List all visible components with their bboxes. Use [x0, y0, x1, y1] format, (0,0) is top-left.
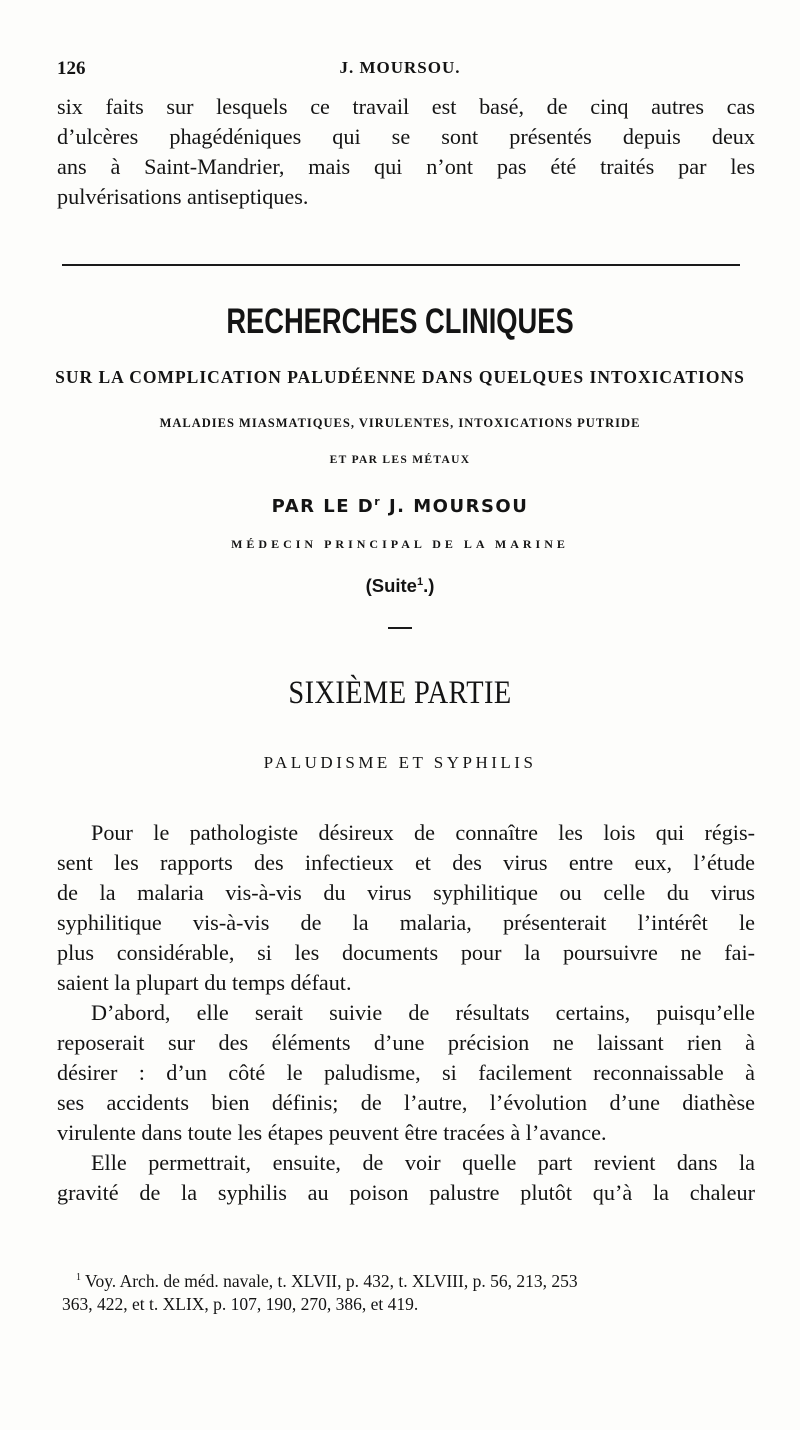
- continuation-note: [0, 575, 800, 597]
- suite-end: .): [423, 575, 435, 596]
- byline-name: J. MOURSOU: [381, 496, 529, 517]
- section-rule: [62, 264, 740, 266]
- short-divider: [388, 627, 412, 629]
- footnote-line: 363, 422, et t. XLIX, p. 107, 190, 270, 386, et 419.: [62, 1294, 419, 1314]
- footnote: [62, 1265, 766, 1317]
- footnote-marker: 1: [76, 1272, 81, 1283]
- running-head: [57, 58, 743, 84]
- text-line: d’ulcères phagédéniques qui se sont présentés depuis deux: [57, 124, 755, 149]
- text-line: Pour le pathologiste désireux de connaître les lois qui régis-: [91, 820, 755, 845]
- author-byline: [0, 495, 800, 517]
- running-title: J. MOURSOU.: [339, 58, 461, 77]
- article-subtitle-secondary: MALADIES MIASMATIQUES, VIRULENTES, INTOXICATIONS PUTRIDE: [159, 416, 641, 430]
- text-line: D’abord, elle serait suivie de résultats certains, puisqu’elle: [91, 1000, 755, 1025]
- text-line: six faits sur lesquels ce travail est basé, de cinq autres cas: [57, 94, 755, 119]
- part-subtitle: PALUDISME ET SYPHILIS: [263, 753, 537, 772]
- text-line: saient la plupart du temps défaut.: [57, 970, 352, 995]
- byline-superscript: r: [374, 495, 382, 508]
- page-number: 126: [57, 58, 86, 79]
- footnote-text: Voy. Arch. de méd. navale, t. XLVII, p. 432, t. XLVIII, p. 56, 213, 253: [81, 1270, 578, 1291]
- article-title: RECHERCHES CLINIQUES: [226, 302, 574, 341]
- body-text: [57, 818, 755, 1208]
- article-subtitle: SUR LA COMPLICATION PALUDÉENNE DANS QUELQUES INTOXICATIONS: [55, 367, 745, 387]
- text-line: gravité de la syphilis au poison palustre plutôt qu’à la chaleur: [57, 1180, 755, 1205]
- article-subtitle-tertiary: ET PAR LES MÉTAUX: [329, 454, 471, 466]
- footnote-line: [76, 1265, 766, 1291]
- text-line: de la malaria vis-à-vis du virus syphilitique ou celle du virus: [57, 880, 755, 905]
- text-line: reposerait sur des éléments d’une précision ne laissant rien à: [57, 1030, 755, 1055]
- suite-label: (Suite: [365, 575, 417, 596]
- footnote-reference: 1: [416, 575, 424, 588]
- byline-prefix: PAR LE D: [271, 496, 375, 517]
- intro-paragraph: [57, 92, 755, 212]
- text-line: virulente dans toute les étapes peuvent être tracées à l’avance.: [57, 1120, 607, 1145]
- part-title: SIXIÈME PARTIE: [288, 675, 512, 711]
- text-line: ans à Saint-Mandrier, mais qui n’ont pas été traités par les: [57, 154, 755, 179]
- text-line: Elle permettrait, ensuite, de voir quelle part revient dans la: [91, 1150, 755, 1175]
- text-line: désirer : d’un côté le paludisme, si facilement reconnaissable à: [57, 1060, 755, 1085]
- author-role: MÉDECIN PRINCIPAL DE LA MARINE: [231, 537, 569, 551]
- text-line: ses accidents bien définis; de l’autre, l’évolution d’une diathèse: [57, 1090, 755, 1115]
- text-line: syphilitique vis-à-vis de la malaria, présenterait l’intérêt le: [57, 910, 755, 935]
- text-line: plus considérable, si les documents pour la poursuivre ne fai-: [57, 940, 755, 965]
- text-line: sent les rapports des infectieux et des virus entre eux, l’étude: [57, 850, 755, 875]
- text-line: pulvérisations antiseptiques.: [57, 184, 309, 209]
